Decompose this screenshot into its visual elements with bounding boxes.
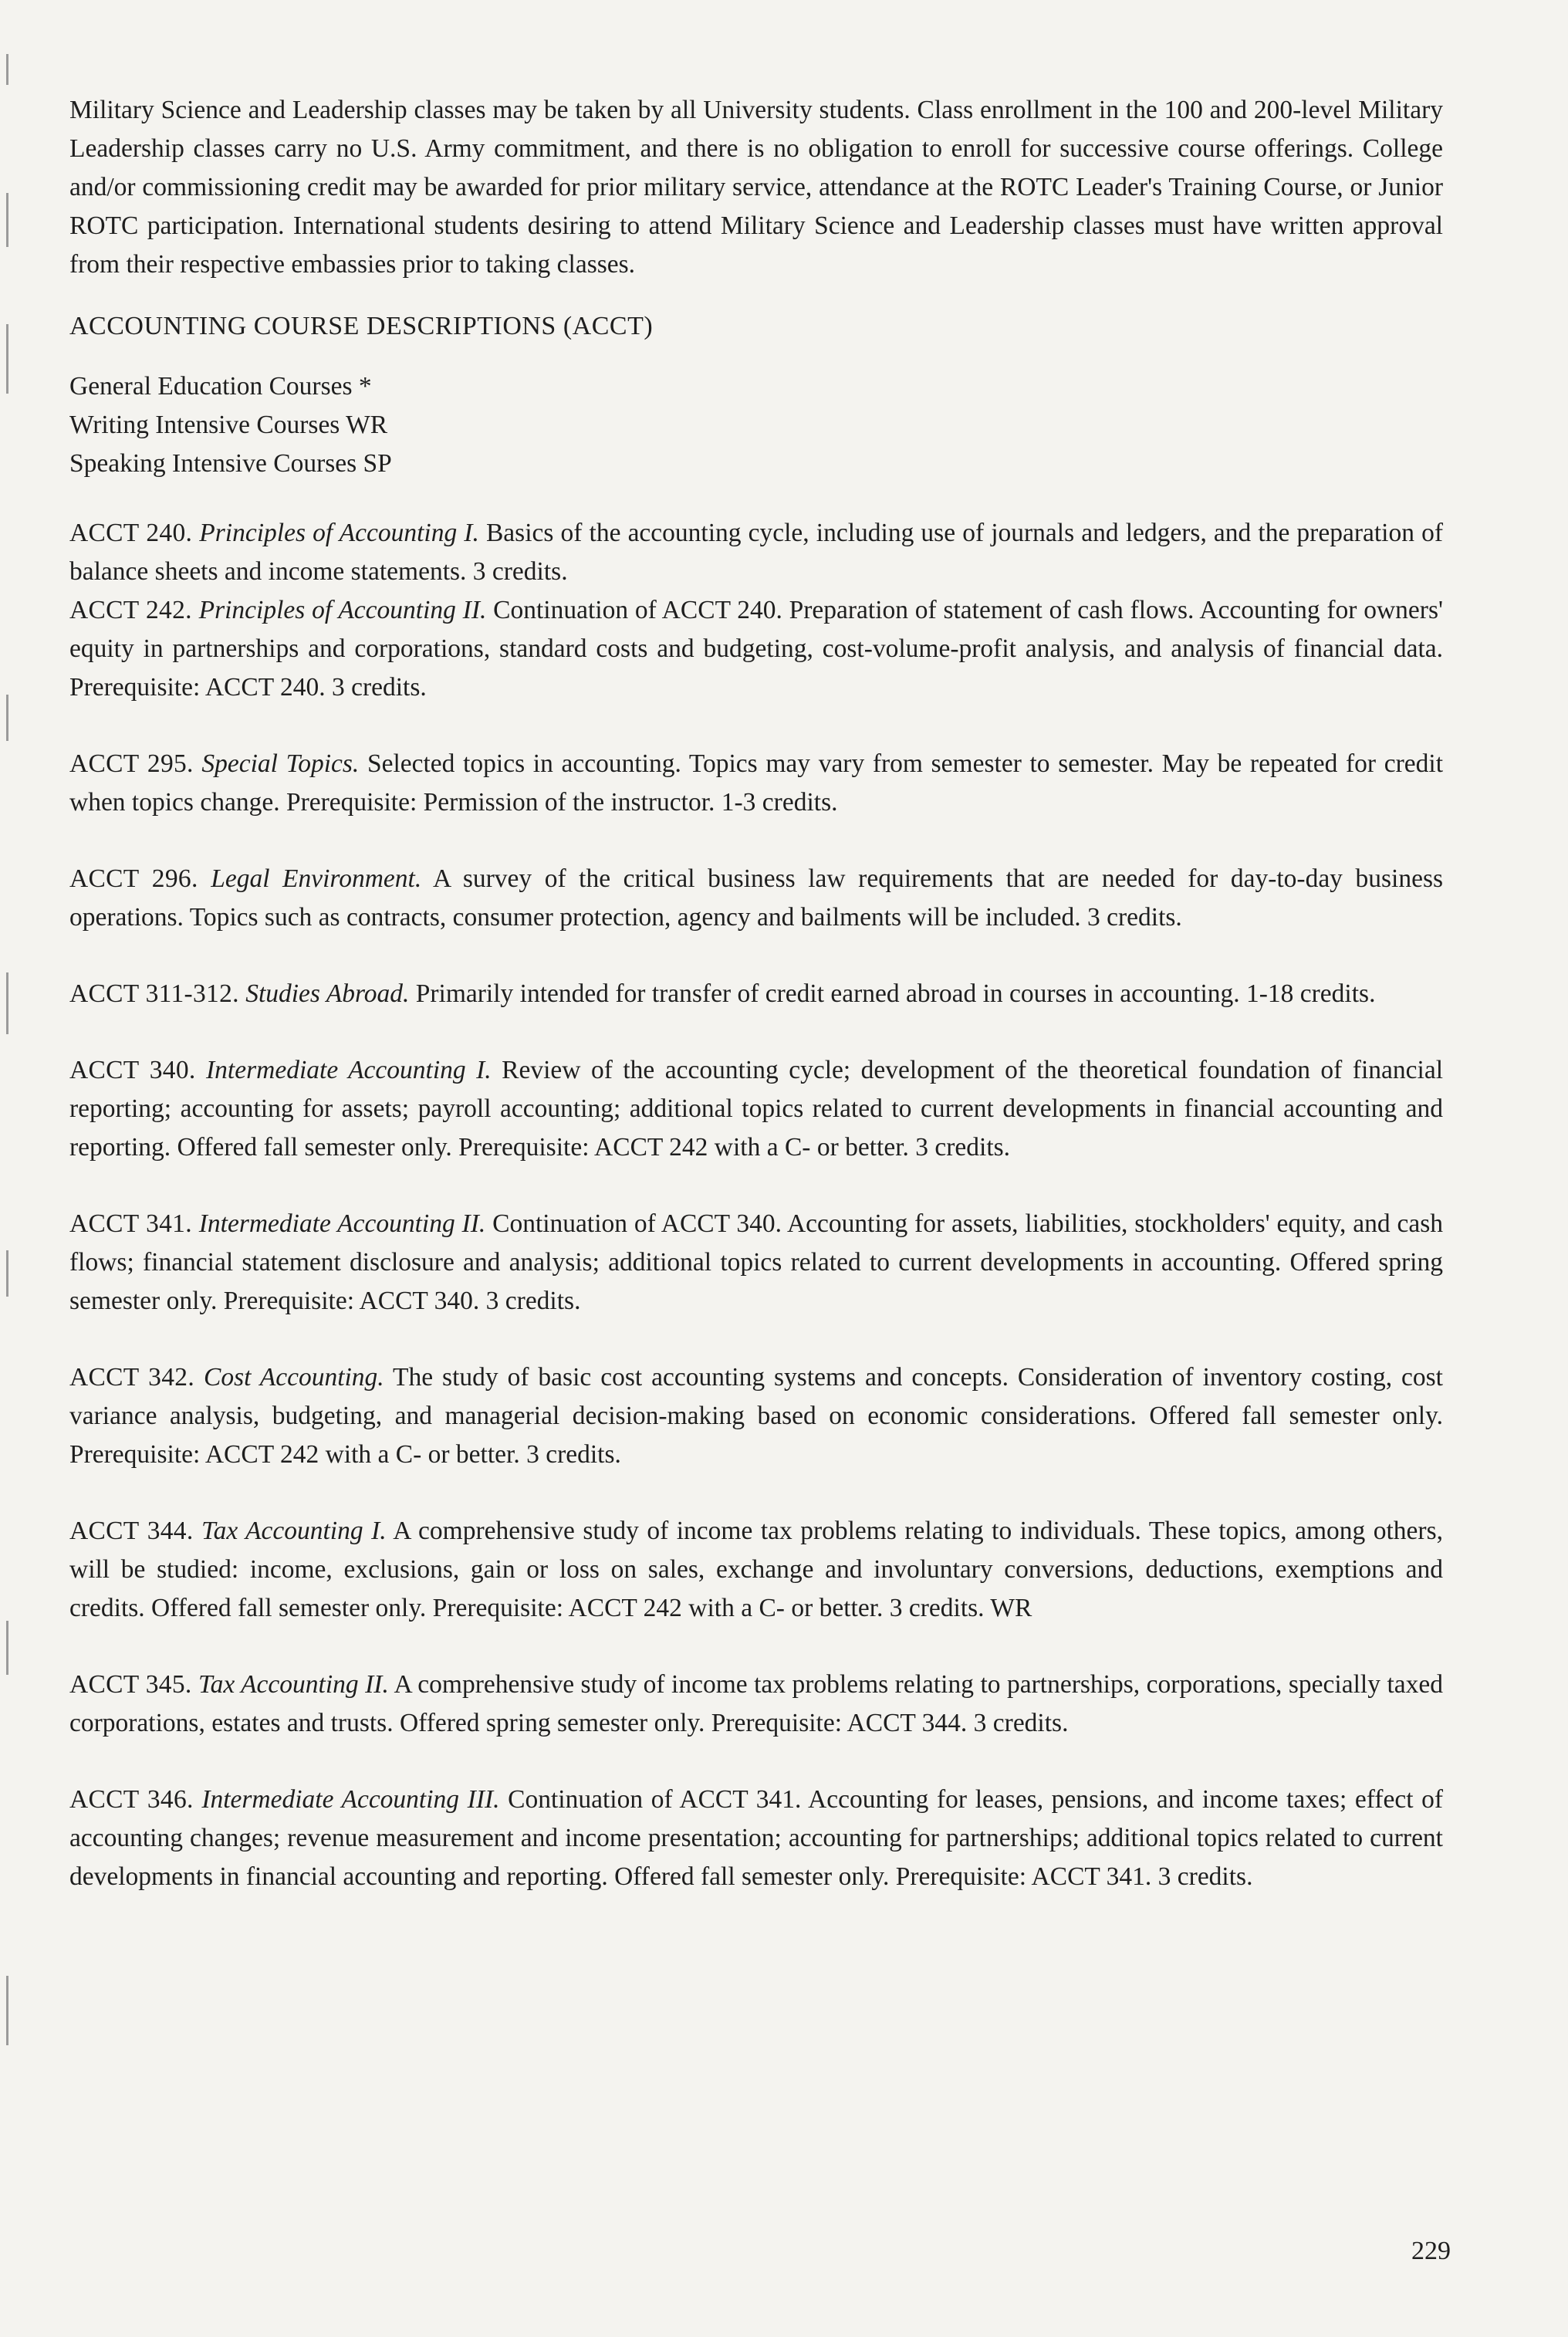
course-entry — [69, 1781, 1443, 1896]
binding-mark — [6, 54, 8, 85]
course-description: Continuation of ACCT 341. Accounting for leases, pensions, and income taxes; effect of accounting changes; revenue measurement and income presentation; accounting for partnerships; additional topics related to current developments in financial accounting and reporting. Offered fall semester only. Prerequisite: ACCT 341. 3 credits. — [69, 1785, 1444, 1891]
binding-mark — [6, 193, 8, 247]
course-title: Principles of Accounting II. — [198, 596, 487, 624]
course-title: Tax Accounting II. — [198, 1670, 389, 1699]
course-code: ACCT 344. — [69, 1517, 194, 1545]
course-description: Continuation of ACCT 340. Accounting for assets, liabilities, stockholders' equity, and cash flows; financial statement disclosure and analysis; additional topics related to current developments in accounting. Offered spring semester only. Prerequisite: ACCT 340. 3 credits. — [69, 1209, 1443, 1315]
course-description: A comprehensive study of income tax problems relating to partnerships, corporations, specially taxed corporations, estates and trusts. Offered spring semester only. Prerequisite: ACCT 344. 3 credits. — [69, 1670, 1443, 1737]
binding-mark — [6, 695, 8, 741]
course-legend — [69, 367, 1443, 483]
course-code: ACCT 295. — [69, 749, 194, 778]
binding-mark — [6, 1250, 8, 1297]
course-entry — [69, 1051, 1443, 1167]
course-code: ACCT 242. — [69, 596, 192, 624]
course-description: Primarily intended for transfer of credit earned abroad in courses in accounting. 1-18 credits. — [415, 979, 1376, 1008]
course-code: ACCT 240. — [69, 519, 193, 547]
binding-mark — [6, 324, 8, 394]
course-title: Intermediate Accounting I. — [206, 1056, 492, 1084]
course-entry — [69, 514, 1443, 591]
legend-item-speaking-intensive: Speaking Intensive Courses SP — [69, 449, 392, 478]
course-description: Selected topics in accounting. Topics may vary from semester to semester. May be repeated for credit when topics change. Prerequisite: Permission of the instructor. 1-3 credits. — [69, 749, 1444, 817]
binding-mark — [6, 1976, 8, 2045]
binding-mark — [6, 1621, 8, 1675]
course-code: ACCT 346. — [69, 1785, 194, 1814]
course-entry — [69, 1358, 1443, 1474]
course-entry — [69, 1205, 1443, 1321]
course-title: Cost Accounting. — [203, 1363, 384, 1392]
course-description: Basics of the accounting cycle, including use of journals and ledgers, and the preparation of balance sheets and income statements. 3 credits. — [69, 519, 1443, 586]
section-heading: ACCOUNTING COURSE DESCRIPTIONS (ACCT) — [69, 312, 654, 340]
course-entry — [69, 975, 1443, 1013]
legend-item-writing-intensive: Writing Intensive Courses WR — [69, 411, 388, 439]
course-title: Legal Environment. — [211, 864, 422, 893]
course-entry — [69, 1512, 1443, 1628]
course-description: The study of basic cost accounting systems and concepts. Consideration of inventory costing, cost variance analysis, budgeting, and managerial decision-making based on economic considerations. Offered fall semester only. Prerequisite: ACCT 242 with a C- or better. 3 credits. — [69, 1363, 1443, 1469]
page-number: 229 — [1411, 2237, 1451, 2265]
course-entry — [69, 591, 1443, 707]
course-description: A survey of the critical business law requirements that are needed for day-to-day business operations. Topics such as contracts, consumer protection, agency and bailments will be included. 3 credits. — [69, 864, 1444, 932]
course-title: Intermediate Accounting II. — [198, 1209, 486, 1238]
course-code: ACCT 296. — [69, 864, 198, 893]
course-code: ACCT 342. — [69, 1363, 195, 1392]
course-description: Continuation of ACCT 240. Preparation of statement of cash flows. Accounting for owners' equity in partnerships and corporations, standard costs and budgeting, cost-volume-profit analysis, and analysis of financial data. Prerequisite: ACCT 240. 3 credits. — [69, 596, 1444, 702]
course-entry — [69, 860, 1443, 937]
legend-item-general-education: General Education Courses * — [69, 372, 372, 401]
course-description: Review of the accounting cycle; development of the theoretical foundation of financial reporting; accounting for assets; payroll accounting; additional topics related to current developments in financial accounting and reporting. Offered fall semester only. Prerequisite: ACCT 242 with a C- or better. 3 credits. — [69, 1056, 1443, 1162]
intro-paragraph: Military Science and Leadership classes may be taken by all University students. Class enrollment in the 100 and 200-level Military Leadership classes carry no U.S. Army commitment, and there is no obligation to enroll for successive course offerings. College and/or commissioning credit may be awarded for prior military service, attendance at the ROTC Leader's Training Course, or Junior ROTC participation. International students desiring to attend Military Science and Leadership classes must have written approval from their respective embassies prior to taking classes. — [69, 96, 1443, 279]
course-title: Studies Abroad. — [245, 979, 410, 1008]
binding-mark — [6, 972, 8, 1034]
course-code: ACCT 311-312. — [69, 979, 239, 1008]
course-entry — [69, 745, 1443, 822]
course-description: A comprehensive study of income tax problems relating to individuals. These topics, among others, will be studied: income, exclusions, gain or loss on sales, exchange and involuntary conversions, deductions, exemptions and credits. Offered fall semester only. Prerequisite: ACCT 242 with a C- or better. 3 credits. WR — [69, 1517, 1443, 1622]
course-code: ACCT 345. — [69, 1670, 192, 1699]
course-code: ACCT 341. — [69, 1209, 192, 1238]
course-entry — [69, 1666, 1443, 1743]
page-content — [69, 91, 1443, 1934]
course-title: Intermediate Accounting III. — [201, 1785, 500, 1814]
course-title: Special Topics. — [201, 749, 360, 778]
course-code: ACCT 340. — [69, 1056, 196, 1084]
course-title: Principles of Accounting I. — [199, 519, 479, 547]
course-title: Tax Accounting I. — [201, 1517, 387, 1545]
